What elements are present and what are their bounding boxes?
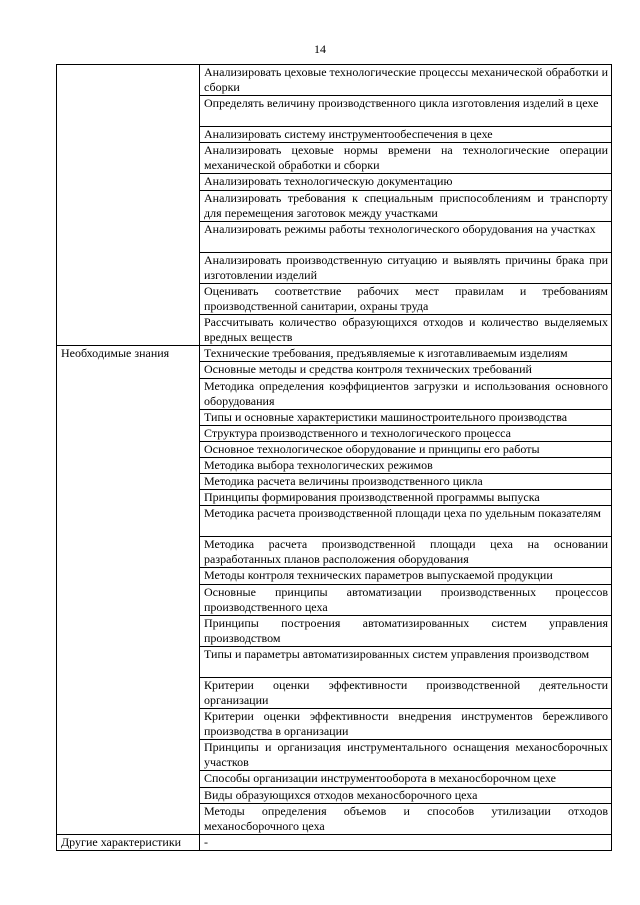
knowledge-item: Основное технологическое оборудование и принципы его работы <box>200 441 612 457</box>
knowledge-item: Принципы и организация инструментального оснащения механосборочных участков <box>200 740 612 771</box>
knowledge-item: Виды образующихся отходов механосборочного цеха <box>200 787 612 803</box>
knowledge-item: Принципы построения автоматизированных систем управления производством <box>200 615 612 646</box>
skill-item: Анализировать производственную ситуацию и выявлять причины брака при изготовлении изделий <box>200 252 612 283</box>
skills-label-cell <box>57 65 200 346</box>
other-characteristics-label: Другие характеристики <box>57 834 200 850</box>
skill-item: Анализировать технологическую документацию <box>200 174 612 190</box>
knowledge-item: Методы определения объемов и способов утилизации отходов механосборочного цеха <box>200 803 612 834</box>
page-number: 14 <box>314 42 326 56</box>
knowledge-item: Основные методы и средства контроля технических требований <box>200 362 612 378</box>
knowledge-label: Необходимые знания <box>57 346 200 835</box>
table-row <box>57 65 612 96</box>
knowledge-item: Методика определения коэффициентов загрузки и использования основного оборудования <box>200 378 612 409</box>
table-row <box>57 834 612 850</box>
skill-item: Анализировать требования к специальным приспособлениям и транспорту для перемещения заготовок между участками <box>200 190 612 221</box>
qualification-table <box>56 64 612 851</box>
table-row <box>57 346 612 362</box>
knowledge-item: Методика расчета производственной площади цеха по удельным показателям <box>200 506 612 537</box>
skill-item: Анализировать режимы работы технологического оборудования на участках <box>200 221 612 252</box>
knowledge-item: Методика расчета производственной площади цеха на основании разработанных планов расположения оборудования <box>200 537 612 568</box>
skill-item: Анализировать цеховые технологические процессы механической обработки и сборки <box>200 65 612 96</box>
knowledge-item: Структура производственного и технологического процесса <box>200 425 612 441</box>
knowledge-item: Критерии оценки эффективности производственной деятельности организации <box>200 677 612 708</box>
skill-item: Рассчитывать количество образующихся отходов и количество выделяемых вредных веществ <box>200 315 612 346</box>
skill-item: Анализировать цеховые нормы времени на технологические операции механической обработки и сборки <box>200 143 612 174</box>
knowledge-item: Принципы формирования производственной программы выпуска <box>200 490 612 506</box>
knowledge-item: Основные принципы автоматизации производственных процессов производственного цеха <box>200 584 612 615</box>
knowledge-item: Способы организации инструментооборота в механосборочном цехе <box>200 771 612 787</box>
knowledge-item: Методы контроля технических параметров выпускаемой продукции <box>200 568 612 584</box>
skill-item: Анализировать систему инструментообеспечения в цехе <box>200 127 612 143</box>
other-characteristics-value: - <box>200 834 612 850</box>
knowledge-item: Методика расчета величины производственного цикла <box>200 474 612 490</box>
knowledge-item: Технические требования, предъявляемые к изготавливаемым изделиям <box>200 346 612 362</box>
knowledge-item: Типы и основные характеристики машиностроительного производства <box>200 409 612 425</box>
knowledge-item: Методика выбора технологических режимов <box>200 457 612 473</box>
skill-item: Определять величину производственного цикла изготовления изделий в цехе <box>200 96 612 127</box>
knowledge-item: Критерии оценки эффективности внедрения инструментов бережливого производства в организации <box>200 709 612 740</box>
skill-item: Оценивать соответствие рабочих мест правилам и требованиям производственной санитарии, охраны труда <box>200 283 612 314</box>
knowledge-item: Типы и параметры автоматизированных систем управления производством <box>200 646 612 677</box>
